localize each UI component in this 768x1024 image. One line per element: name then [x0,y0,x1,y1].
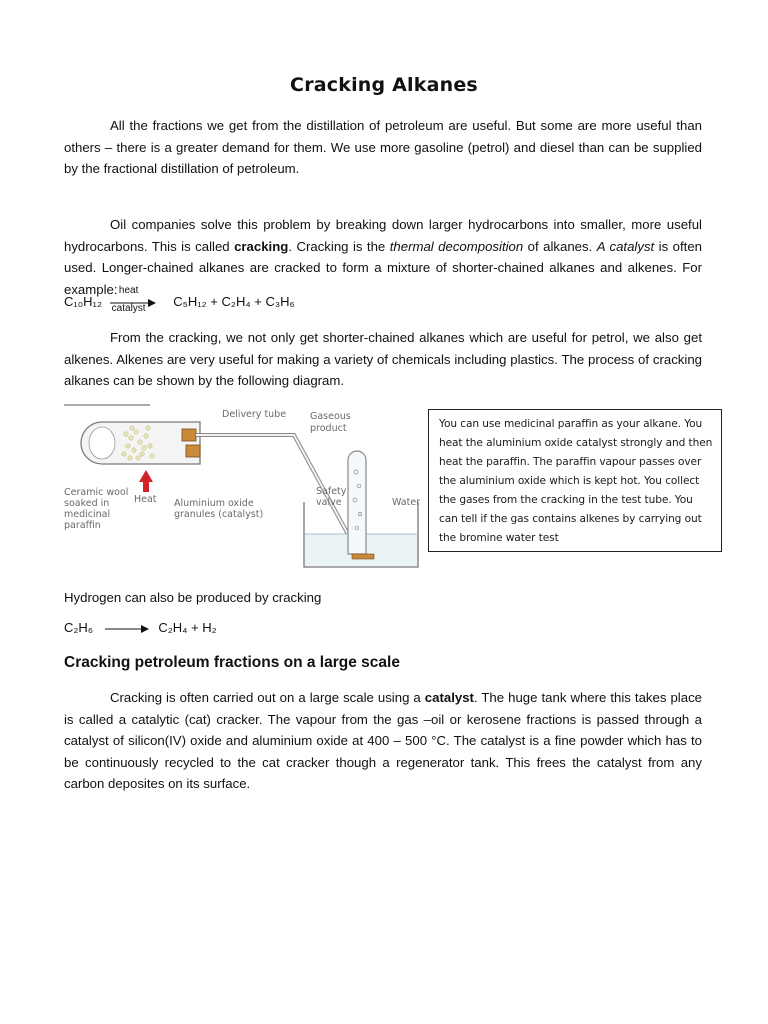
text-run: of alkanes. [523,238,597,254]
label-wool-2: soaked in [64,498,110,509]
label-water: Water [392,497,421,508]
arrow-icon [101,622,151,636]
equation-reactant: C₁₀H₁₂ [64,294,102,309]
bung [186,445,200,457]
arrow-label-catalyst: catalyst [111,302,146,314]
arrow-label-heat: heat [118,284,139,296]
heat-arrow-icon [139,470,153,492]
bold-term: cracking [234,238,289,254]
label-product: product [310,423,347,434]
text-run: Cracking is often carried out on a large scale using a [110,690,425,705]
intro-paragraph: All the fractions we get from the distillation of petroleum are useful. But some are more useful than others – there is a greater demand for them. We use more gasoline (petrol) and diesel than can be supplied by the fractional distillation of petroleum. [64,118,702,176]
bold-term: catalyst [424,690,474,705]
text-run: Oil companies solve this problem by breaking down larger hydrocarbons into smaller, more useful hydrocarbons. This is called [64,217,702,254]
page-title: Cracking Alkanes [290,74,478,96]
alkenes-paragraph: From the cracking, we not only get shorter-chained alkanes which are useful for petrol, we also get alkenes. Alkenes are very useful for making a variety of chemicals including plastics. The process of cracking alkanes can be shown by the following diagram. [64,330,702,388]
equation-reactant: C₂H₆ [64,620,94,635]
hydrogen-statement: Hydrogen can also be produced by cracking [64,590,322,605]
reaction-arrow [110,284,166,314]
label-oxide-1: Aluminium oxide [174,498,254,509]
label-gaseous: Gaseous [310,411,351,422]
hydrogen-equation [64,620,217,636]
cracking-apparatus-diagram [62,402,422,572]
large-scale-paragraph [64,687,702,795]
italic-term: A catalyst [596,238,655,254]
equation-products: C₅H₁₂ + C₂H₄ + C₃H₆ [173,294,295,309]
label-valve: valve [316,497,342,508]
text-run: . The huge tank where this takes place is called a catalytic (cat) cracker. The vapour from the gas –oil or kerosene fractions is passed through a catalyst of silicon(IV) oxide and aluminium oxide at 400 – 500 °C. The catalyst is a fine powder which has to be continuously recycled to the cat cracker though a regenerator tank. This frees the catalyst from any carbon deposites on its surface. [64,690,703,791]
reaction-arrow [101,622,151,636]
bung [182,429,196,441]
cracking-equation [64,284,295,314]
method-note-box: You can use medicinal paraffin as your alkane. You heat the aluminium oxide catalyst strongly and then heat the paraffin. The paraffin vapour passes over the aluminium oxide which is kept hot. You collect the gases from the cracking in the test tube. You can tell if the gas contains alkenes by carrying out the bromine water test [428,409,722,552]
collecting-test-tube [348,451,366,554]
tube-end-bung [352,554,374,559]
label-delivery-tube: Delivery tube [222,409,287,420]
label-wool-1: Ceramic wool [64,487,129,498]
italic-term: thermal decomposition [389,238,524,254]
label-wool-3: medicinal [64,509,111,520]
equation-products: C₂H₄ + H₂ [158,620,217,635]
ceramic-wool [89,427,115,459]
label-safety: Safety [316,486,347,497]
cracking-paragraph [64,214,702,300]
label-oxide-2: granules (catalyst) [174,509,264,520]
label-wool-4: paraffin [64,520,101,531]
section-heading: Cracking petroleum fractions on a large scale [64,654,400,671]
label-heat: Heat [134,494,157,505]
text-run: . Cracking is the [288,238,390,254]
text-run: is often used. Longer-chained alkanes are cracked to form a mixture of shorter-chained alkanes and alkenes. For example: [64,238,702,297]
